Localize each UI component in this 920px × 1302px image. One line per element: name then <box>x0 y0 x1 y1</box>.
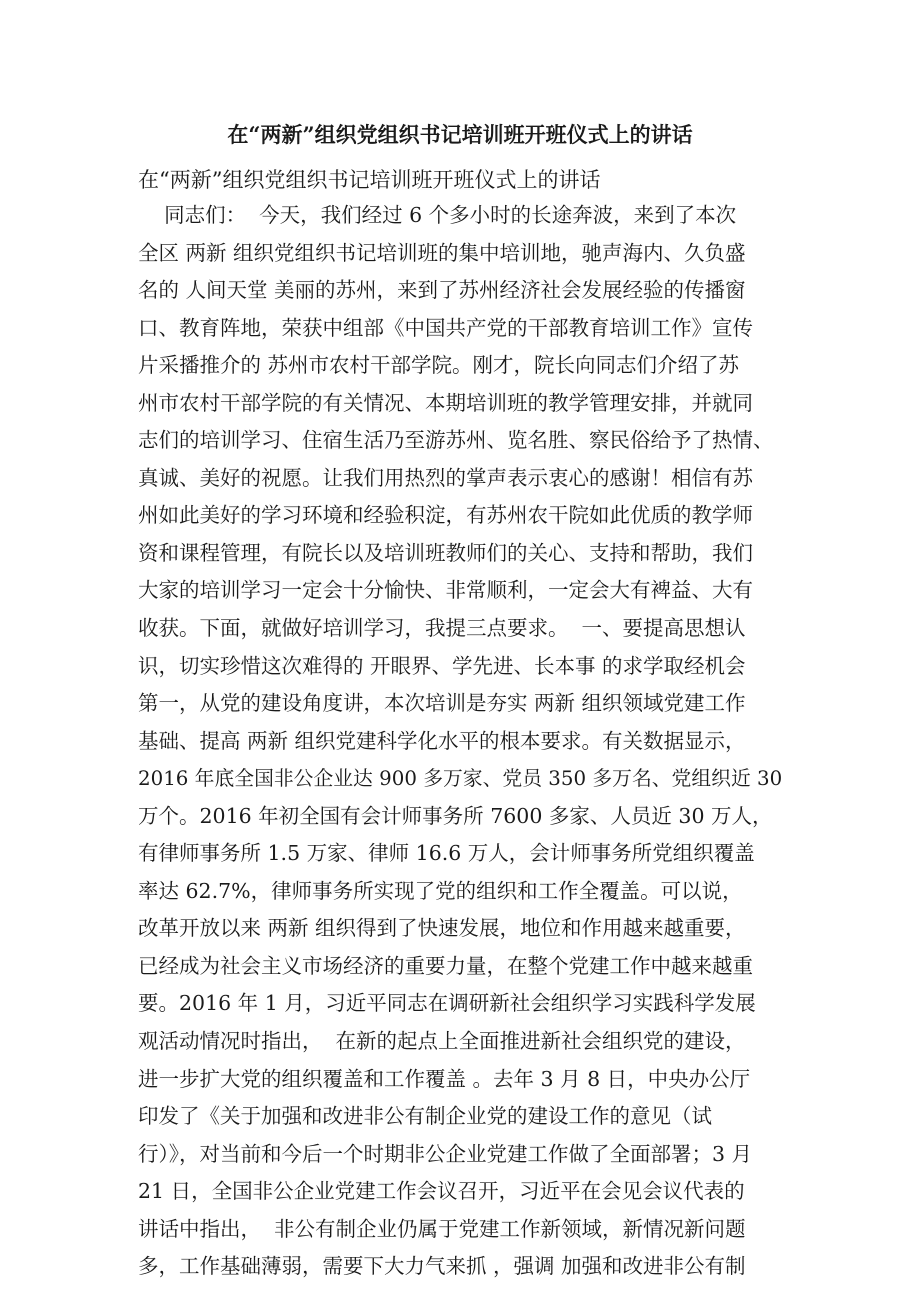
body-text-line: 有律师事务所 1.5 万家、律师 16.6 万人，会计师事务所党组织覆盖 <box>138 841 755 866</box>
body-text-line: 第一，从党的建设角度讲，本次培训是夯实 两新 组织领域党建工作 <box>138 691 746 716</box>
body-text-line: 真诚、美好的祝愿。让我们用热烈的掌声表示衷心的感谢！相信有苏 <box>138 465 753 490</box>
body-text-line: 率达 62.7%，律师事务所实现了党的组织和工作全覆盖。可以说， <box>138 878 743 903</box>
body-text-line: 21 日，全国非公企业党建工作会议召开，习近平在会见会议代表的 <box>138 1179 745 1204</box>
body-text-line: 大家的培训学习一定会十分愉快、非常顺利，一定会大有裨益、大有 <box>138 578 753 603</box>
body-text-line: 志们的培训学习、住宿生活乃至游苏州、览名胜、察民俗给予了热情、 <box>138 428 774 453</box>
body-text-line: 资和课程管理，有院长以及培训班教师们的关心、支持和帮助，我们 <box>138 540 753 565</box>
body-text-line: 口、教育阵地，荣获中组部《中国共产党的干部教育培训工作》宣传 <box>138 315 753 340</box>
body-text-line: 万个。2016 年初全国有会计师事务所 7600 多家、人员近 30 万人， <box>138 803 773 828</box>
body-text-line: 2016 年底全国非公企业达 900 多万家、党员 350 多万名、党组织近 30 <box>138 767 783 791</box>
document-title: 在“两新”组织党组织书记培训班开班仪式上的讲话 <box>227 122 693 147</box>
body-text-line: 已经成为社会主义市场经济的重要力量，在整个党建工作中越来越重 <box>138 953 753 978</box>
body-text-line: 行）》，对当前和今后一个时期非公企业党建工作做了全面部署；3 月 <box>138 1141 753 1166</box>
body-text-line: 多，工作基础薄弱，需要下大力气来抓 ，强调 加强和改进非公有制 <box>138 1254 746 1279</box>
body-text-line: 名的 人间天堂 美丽的苏州，来到了苏州经济社会发展经验的传播窗 <box>138 278 746 303</box>
document-subtitle: 在“两新”组织党组织书记培训班开班仪式上的讲话 <box>138 168 601 192</box>
body-text-line: 观活动情况时指出， 在新的起点上全面推进新社会组织党的建设， <box>138 1029 746 1054</box>
body-text-line: 同志们： 今天，我们经过 6 个多小时的长途奔波，来到了本次 <box>138 203 737 227</box>
body-text-line: 基础、提高 两新 组织党建科学化水平的根本要求。有关数据显示， <box>138 728 746 753</box>
body-text-line: 州市农村干部学院的有关情况、本期培训班的教学管理安排，并就同 <box>138 390 753 415</box>
body-text-line: 改革开放以来 两新 组织得到了快速发展，地位和作用越来越重要， <box>138 916 746 941</box>
body-text-line: 收获。下面，就做好培训学习，我提三点要求。 一、要提高思想认 <box>138 616 746 641</box>
body-text-line: 要。2016 年 1 月，习近平同志在调研新社会组织学习实践科学发展 <box>138 991 756 1016</box>
document-body <box>138 197 786 1286</box>
body-text-line: 进一步扩大党的组织覆盖和工作覆盖 。去年 3 月 8 日，中央办公厅 <box>138 1066 751 1091</box>
body-text-line: 片采播推介的 苏州市农村干部学院。刚才，院长向同志们介绍了苏 <box>138 353 740 378</box>
body-text-line: 识，切实珍惜这次难得的 开眼界、学先进、长本事 的求学取经机会 <box>138 653 746 678</box>
body-text-line: 印发了《关于加强和改进非公有制企业党的建设工作的意见（试 <box>138 1104 712 1129</box>
body-text-line: 全区 两新 组织党组织书记培训班的集中培训地，驰声海内、久负盛 <box>138 240 746 265</box>
body-text-line: 州如此美好的学习环境和经验积淀，有苏州农干院如此优质的教学师 <box>138 503 753 528</box>
body-text-line: 讲话中指出， 非公有制企业仍属于党建工作新领域，新情况新问题 <box>138 1216 746 1241</box>
